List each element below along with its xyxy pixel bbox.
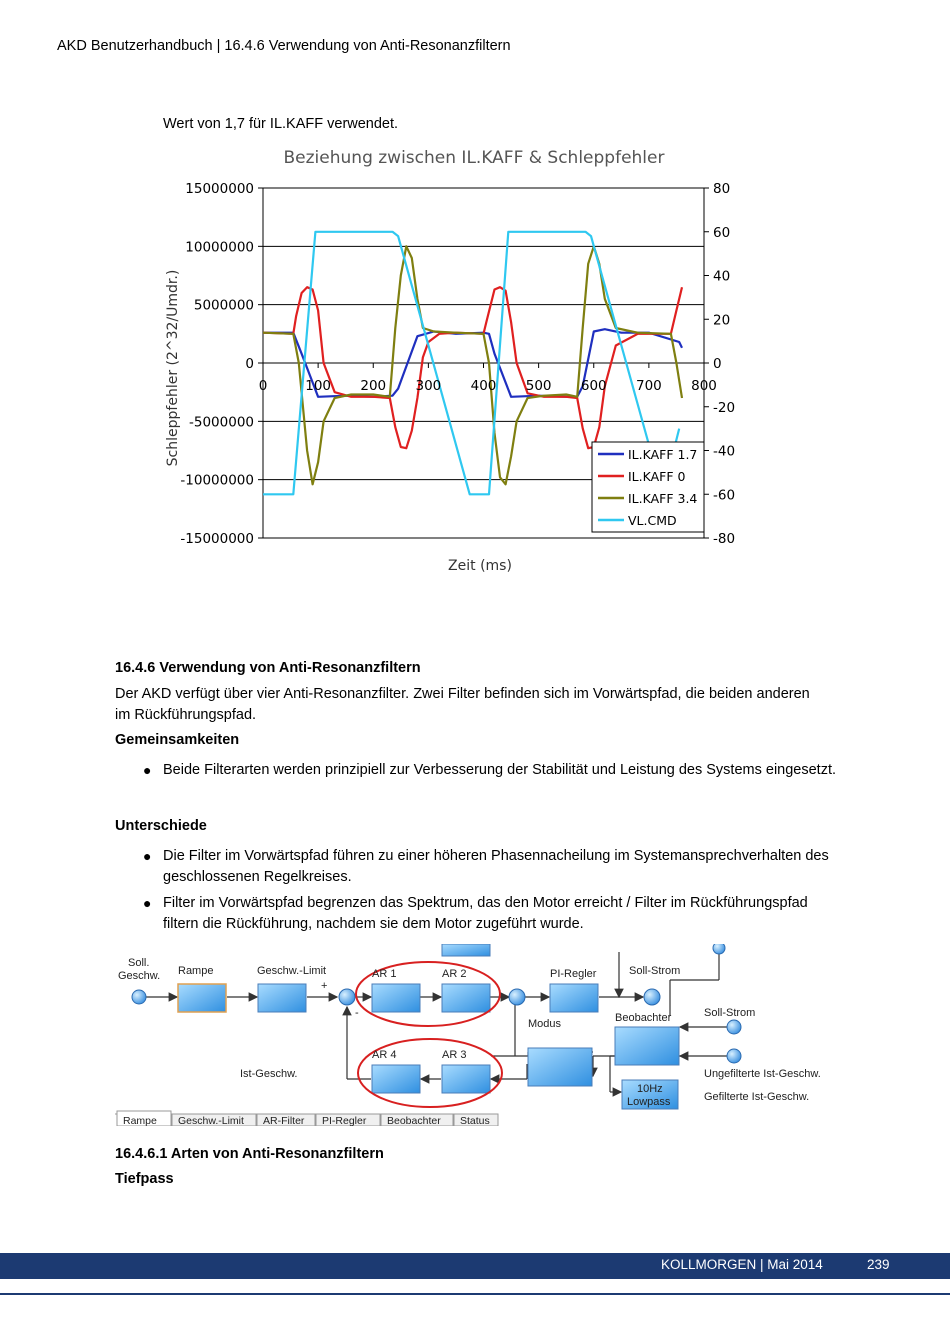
ar1-block[interactable]	[372, 984, 420, 1012]
soll-label: Soll.	[128, 957, 150, 969]
intro-text: Wert von 1,7 für IL.KAFF verwendet.	[163, 116, 399, 132]
y-tick-label: -5000000	[189, 414, 254, 431]
bullet-icon: ●	[143, 762, 152, 778]
footer-bar	[0, 1253, 950, 1279]
tab-label-2[interactable]: AR-Filter	[263, 1115, 305, 1126]
series-line-1	[263, 287, 682, 448]
sum-node[interactable]	[339, 989, 355, 1005]
x-tick-label: 400	[470, 378, 497, 394]
y2-tick-label: 40	[713, 268, 731, 285]
section-title: 16.4.6 Verwendung von Anti-Resonanzfiltern	[115, 660, 421, 676]
ar2-label: AR 2	[442, 968, 467, 980]
ar3-label: AR 3	[442, 1049, 467, 1061]
ar3-block[interactable]	[442, 1065, 490, 1093]
y-tick-label: 15000000	[185, 181, 254, 197]
ar1-label: AR 1	[372, 968, 397, 980]
filter-block-diagram	[115, 944, 845, 1126]
soll-strom2-node[interactable]	[727, 1020, 741, 1034]
y2-tick-label: 60	[713, 224, 731, 241]
page-header: AKD Benutzerhandbuch | 16.4.6 Verwendung von Anti-Resonanzfiltern	[57, 38, 511, 54]
top-block[interactable]	[442, 944, 490, 956]
gemeinsamkeiten-heading: Gemeinsamkeiten	[115, 732, 240, 748]
y-tick-label: -10000000	[180, 472, 254, 489]
x-tick-label: 200	[360, 378, 387, 394]
kaff-chart	[150, 138, 750, 588]
tab-label-5[interactable]: Status	[460, 1115, 490, 1126]
bullet-icon: ●	[143, 895, 152, 911]
unfilt-node[interactable]	[727, 1049, 741, 1063]
y2-axis-ticks	[704, 181, 735, 547]
y-tick-label: 0	[245, 356, 254, 372]
rampe-block[interactable]	[178, 984, 226, 1012]
x-tick-label: 800	[691, 378, 717, 394]
pi-block[interactable]	[550, 984, 598, 1012]
y-tick-label: -15000000	[180, 531, 254, 547]
y2-tick-label: -80	[713, 531, 736, 547]
unter-bullet-1: ● Die Filter im Vorwärtspfad führen zu einer höheren Phasennacheilung im Systemansprechverhalten des geschlossenen Regelkreises.	[143, 848, 829, 885]
tab-label-4[interactable]: Beobachter	[387, 1115, 441, 1126]
gemein-bullet-1: ● Beide Filterarten werden prinzipiell zur Verbesserung der Stabilität und Leistung des Systems eingesetzt.	[163, 760, 843, 781]
plus-label: +	[321, 980, 328, 992]
soll-strom-node[interactable]	[644, 989, 660, 1005]
page-number: 239	[867, 1257, 890, 1272]
top-right-node[interactable]	[713, 944, 725, 954]
rampe-label: Rampe	[178, 965, 214, 977]
x-axis-label: Zeit (ms)	[448, 558, 512, 574]
footer-line	[0, 1293, 950, 1295]
y-tick-label: 5000000	[193, 297, 254, 314]
y2-tick-label: 20	[713, 312, 731, 329]
tab-label-3[interactable]: PI-Regler	[322, 1115, 367, 1126]
soll-strom-label: Soll-Strom	[629, 965, 681, 977]
footer-text: KOLLMORGEN | Mai 2014	[661, 1257, 823, 1272]
pi-label: PI-Regler	[550, 968, 597, 980]
limit-label: Geschw.-Limit	[257, 965, 327, 977]
modus-node[interactable]	[509, 989, 525, 1005]
y2-tick-label: -40	[713, 443, 736, 460]
chart-legend	[592, 442, 704, 532]
tab-label-1[interactable]: Geschw.-Limit	[178, 1115, 244, 1126]
ar4-label: AR 4	[372, 1049, 397, 1061]
y2-tick-label: -60	[713, 487, 736, 504]
x-tick-label: 700	[635, 378, 662, 394]
lowpass-label-1: 10Hz	[637, 1083, 663, 1095]
chart-title: Beziehung zwischen IL.KAFF & Schleppfehler	[283, 148, 665, 168]
modus-block[interactable]	[528, 1048, 592, 1086]
y-axis-label: Schleppfehler (2^32/Umdr.)	[165, 269, 181, 467]
x-tick-label: 0	[258, 378, 268, 394]
legend-entry: IL.KAFF 3.4	[628, 491, 698, 506]
subsection-title: 16.4.6.1 Arten von Anti-Resonanzfiltern	[115, 1146, 384, 1162]
lowpass-label-2: Lowpass	[627, 1096, 671, 1108]
legend-entry: IL.KAFF 1.7	[628, 447, 698, 462]
y2-tick-label: -20	[713, 399, 736, 416]
x-tick-label: 600	[580, 378, 607, 394]
x-tick-label: 300	[415, 378, 442, 394]
soll-node[interactable]	[132, 990, 146, 1004]
unterschiede-heading: Unterschiede	[115, 818, 207, 834]
x-tick-label: 500	[525, 378, 552, 394]
beobachter-block[interactable]	[615, 1027, 679, 1065]
legend-entry: IL.KAFF 0	[628, 469, 686, 484]
x-axis-ticks	[259, 363, 717, 394]
tab-label-0[interactable]: Rampe	[123, 1115, 157, 1126]
limit-block[interactable]	[258, 984, 306, 1012]
beobachter-label: Beobachter	[615, 1012, 672, 1024]
y-tick-label: 10000000	[185, 239, 254, 256]
section-paragraph: Der AKD verfügt über vier Anti-Resonanzfilter. Zwei Filter befinden sich im Vorwärtspfad, die beiden anderen im Rückführungspfad.	[115, 686, 810, 723]
ar4-block[interactable]	[372, 1065, 420, 1093]
filt-label: Gefilterte Ist-Geschw.	[704, 1091, 810, 1103]
tiefpass-heading: Tiefpass	[115, 1171, 174, 1187]
unter-bullet-2: ● Filter im Vorwärtspfad begrenzen das Spektrum, das den Motor erreicht / Filter im Rückführungspfad filtern die Rückführung, nachdem sie dem Motor zugeführt wurde.	[143, 895, 808, 932]
y2-tick-label: 80	[713, 181, 731, 197]
y-axis-ticks	[180, 181, 263, 547]
soll-strom2-label: Soll-Strom	[704, 1007, 756, 1019]
ist-label: Ist-Geschw.	[240, 1068, 298, 1080]
modus-label: Modus	[528, 1018, 562, 1030]
legend-entry: VL.CMD	[628, 513, 677, 528]
minus-label: -	[355, 1007, 359, 1019]
y2-tick-label: 0	[713, 356, 722, 372]
bullet-icon: ●	[143, 848, 152, 864]
ar2-block[interactable]	[442, 984, 490, 1012]
geschw-label: Geschw.	[118, 970, 161, 982]
x-tick-label: 100	[305, 378, 332, 394]
unfilt-label: Ungefilterte Ist-Geschw.	[704, 1068, 821, 1080]
